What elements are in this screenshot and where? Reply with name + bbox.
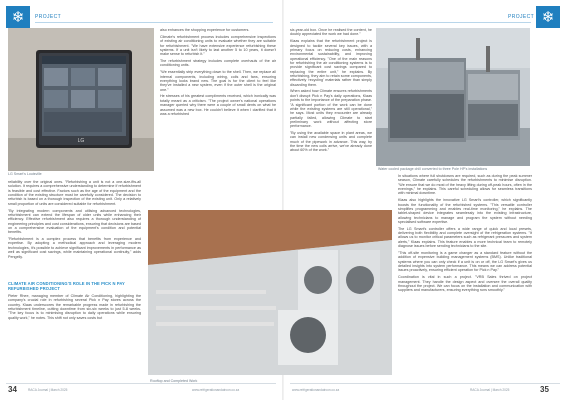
body-text-left-upper [8, 180, 141, 278]
paragraph: "We essentially strip everything down to the shell. Then, we replace all internal components, including wiring, coils and fans, ensuring everything looks brand new. The goal is for the client to feel like they've installed a new system, even if the outer shell is the original one." [160, 70, 276, 92]
rooftop-illustration [148, 210, 392, 375]
page-number-right: 35 [540, 385, 549, 394]
footer-divider-left [6, 383, 276, 384]
paragraph: He stresses of his greatest compliments received, which ironically was totally meant as a criticism. "The project owner's national operations manager queried why there were a couple of small dents on what he assumed was a new box. He couldn't believe it when I clarified that it was a refurbished [160, 94, 276, 116]
paragraph: "By using the available space in plant areas, we can install new condensing units and complete much of the pipework in advance. This way, by the time the new coils arrive, we've already done about 60% of the work." [290, 131, 372, 153]
paragraph: reliability over the original ones. "Refurbishing a unit is not a one-size-fits-all solution. It requires a comprehensive understanding to determine if refurbishment is feasible and cost effective. Factors such as the age of the equipment and the condition of the existing structure must be carefully considered. The decision to refurbish is based on a thorough inspection of the existing unit. Only a relatively small proportion of units are considered suitable for refurbishment. [8, 180, 141, 206]
svg-text:LG: LG [77, 138, 85, 144]
paragraph: Climate's refurbishment process includes comprehensive inspections of existing air conditioning units to evaluate whether they are suitable for refurbishment. "We have extensive experience refurbishing these systems. If a unit isn't likely to last another 5 to 10 years, it doesn't make sense to refurbish it." [160, 34, 276, 57]
body-text-left-lower [8, 294, 141, 380]
chiller-units-illustration [376, 28, 530, 166]
body-text-right-col2 [398, 174, 532, 380]
magazine-name-left: RACA Journal | March 2025 [28, 388, 68, 392]
paragraph: also enhances the shopping experience for customers. [160, 28, 250, 32]
paragraph: The LG Smart's controller offers a wide range of quick and local presets, delivering both flexibility and complete oversight of the refrigeration systems. "It allows us to monitor critical parameters such as refrigerant pressures and system alerts," Klaas explains. This feature enables a more technical team to remotely diagnose issues before sending technicians to the site. [398, 226, 532, 249]
photo-caption-chillers: Water cooled package chill converted to three Pole HP's installations [378, 167, 488, 171]
paragraph: "Refurbishment is a complex process that benefits from experience and expertise. By adopting a methodical approach and leveraging modern technologies, it's possible to achieve significant improvements in performance as well as significant cost savings, while maintaining operational continuity," adds Pengelly. [8, 237, 141, 259]
snowflake-icon: ❄ [536, 6, 560, 28]
chillers-photo [376, 28, 530, 166]
paragraph: Coordination is vital in such a project. "VRB Sales thrived on project management. They handle the design aspect and oversee the overall quality throughout the project. We can focus on the installation and communication with suppliers and manufacturers, ensuring everything runs smoothly." [398, 275, 532, 293]
section-subhead: CLIMATE AIR CONDITIONING'S ROLE IN THE PICK N PAY REFURBISHED PROJECT [8, 281, 125, 291]
header-divider-right [290, 22, 531, 23]
paragraph: "By integrating modern components and utilising advanced technologies, refurbishment can extend the lifespan of older units while enhancing their efficiency. Effective refurbishment also requires a thorough understanding of engineering principles and cost considerations, ensuring that decisions are based on a comprehensive evaluation of the equipment's condition and potential benefits. [8, 208, 141, 235]
footer-divider-right [290, 383, 560, 384]
paragraph: The refurbishment strategy includes complete overhauls of the air conditioning units. [160, 59, 276, 68]
paragraph: Klaas explains that the refurbishment project is designed to tackle several key issues, with a primary focus on reducing costs, enhancing environmental sustainability, and improving operational efficiency. "One of the main reasons for refurbishing the air conditioning systems is to provide significant cost savings compared to replacing the entire unit," he explains. By refurbishing, they aim to retain some components, effectively 'recycling' materials rather than simply discarding them. [290, 39, 372, 87]
lg-controller-photo [8, 28, 154, 171]
photo-caption-rooftop: Rooftop and Completed Work [150, 379, 198, 383]
body-text-right-col1 [290, 28, 372, 206]
lg-controller-illustration [8, 28, 154, 171]
header-divider-left [35, 22, 273, 23]
section-label-right: PROJECT [508, 14, 535, 20]
paragraph: Pieter Rhee, managing member of Climate Air Conditioning, highlighting the company's crucial role in refurbishing several Pick n Pay stores across the country. Klaas underscores the remarkable progress made in refurbishing the refurbishment timeline, cutting downtime from six-six weeks to just 5-8 weeks. "The key focus is to minimising disruption to daily operations while ensuring quality work," he notes. This shift not only saves costs but [8, 294, 141, 320]
rooftop-photo [148, 210, 392, 375]
paragraph: Klaas also highlights the innovative LG Smart's controller, which significantly boosts the functionality of the refurbished systems. "This versatile controller simplifies programming and enables real-time monitoring," he explains. The tablet-shaped device integrates seamlessly into the existing infrastructure, allowing technicians to manage and program the system without needing specialised software expertise. [398, 198, 532, 224]
photo-caption-lg: LG Smart's Louisville [8, 172, 42, 176]
page-number-left: 34 [8, 385, 17, 394]
body-text-middle [160, 28, 276, 206]
section-label-left: PROJECT [35, 14, 62, 20]
paragraph: In situations where full shutdowns are required, such as during the peak summer season, Climate carefully schedules the refurbishments to minimise disruption. "We ensure that we do most of the heavy lifting during off-peak hours, often in the evenings," he explains. This careful scheduling allows for seamless transitions with minimal downtime. [398, 174, 532, 196]
website-left[interactable]: www.refrigerationandaircon.co.za [192, 388, 240, 392]
website-right[interactable]: www.refrigerationandaircon.co.za [292, 388, 340, 392]
paragraph: six-year-old box. Once he realised the content, he doubly appreciated the work we had done." [290, 28, 372, 37]
snowflake-icon: ❄ [6, 6, 30, 28]
paragraph: When asked how Climate ensures refurbishments don't disrupt Pick n Pay's daily operations, Klaas points to the importance of the preparation phase. "A significant portion of the work can be done while the existing systems are still operational," he says. Most units they encounter are already partially failed, allowing Climate to start preliminary work without affecting store performance. [290, 89, 372, 129]
magazine-name-right: RACA Journal | March 2025 [470, 388, 510, 392]
paragraph: "This off-site monitoring is a game changer as a standard feature without the addition of expensive building management systems (BMS). Unlike traditional systems where you can only check if a unit is on or off, the LG Smart's gives us detailed insights into system performance. This means we can address potential issues proactively, ensuring efficient operation for Pick n Pay." [398, 251, 532, 273]
